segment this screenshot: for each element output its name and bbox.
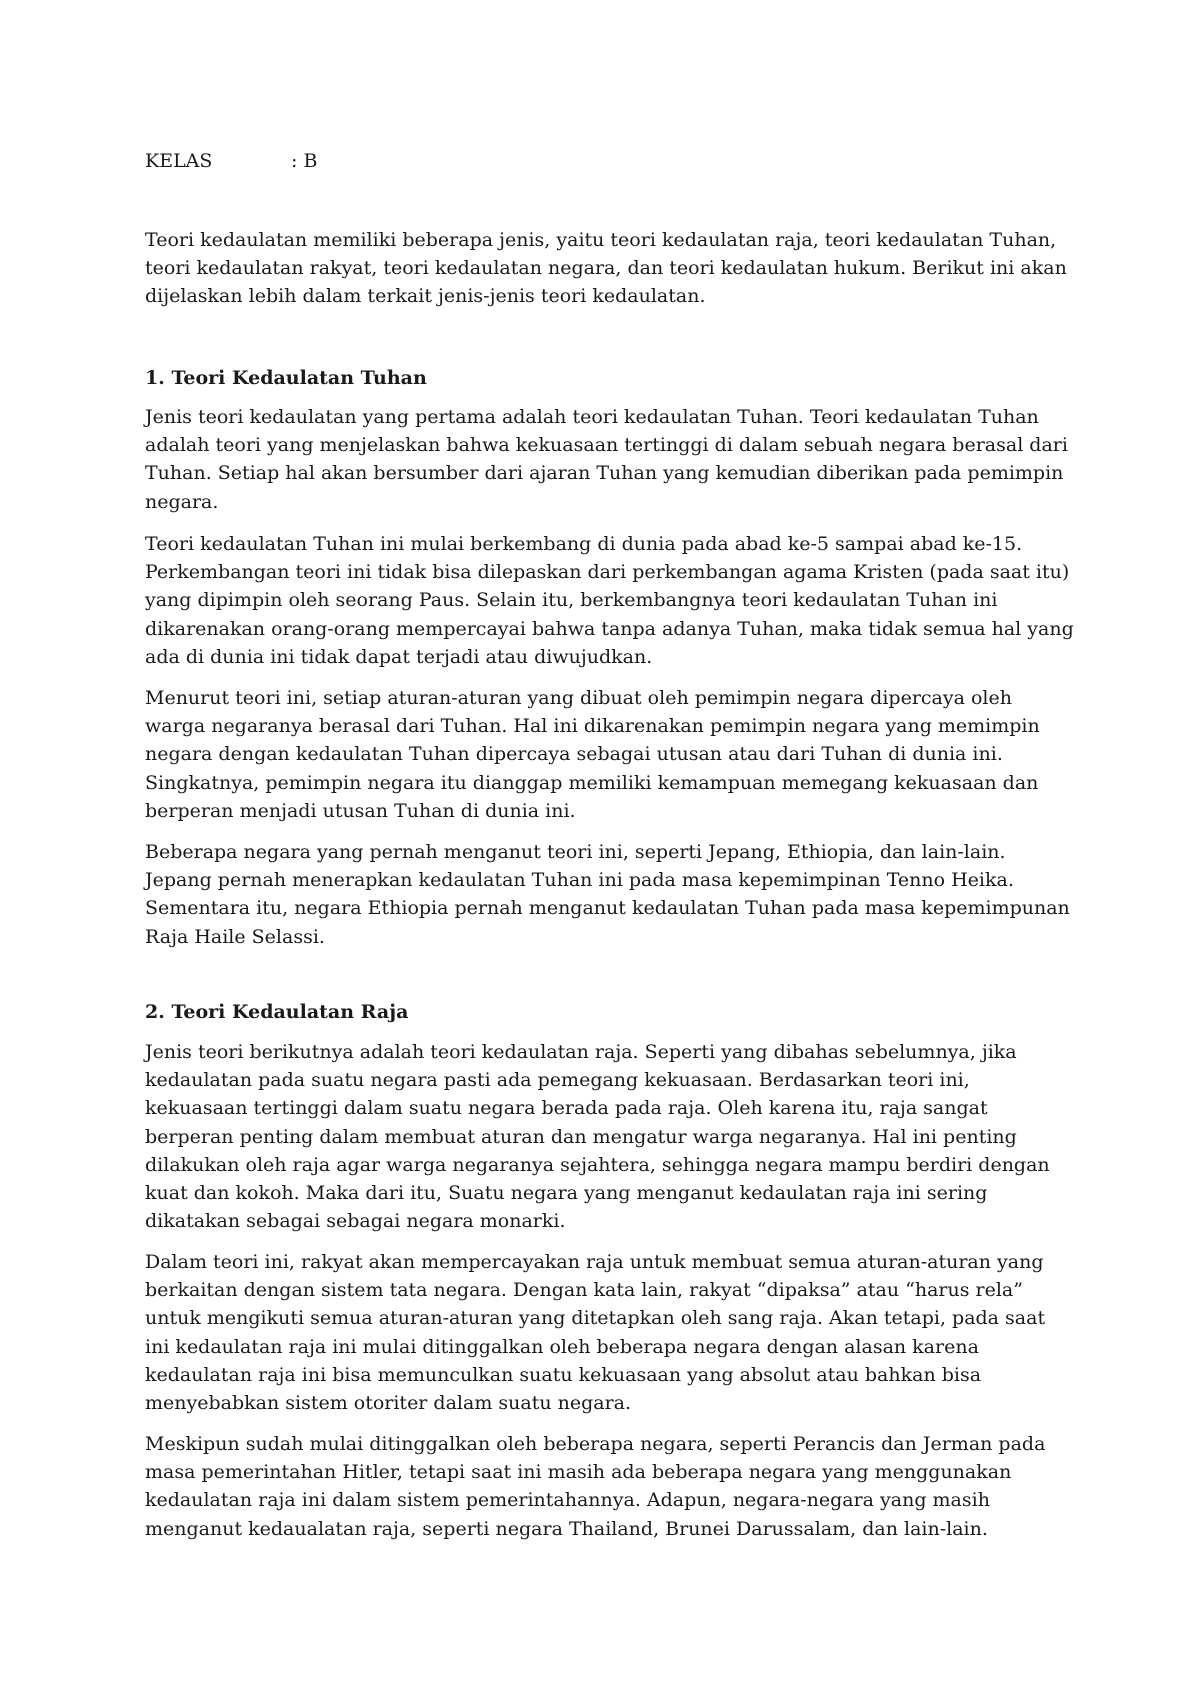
kelas-value: : B	[291, 150, 318, 172]
section-heading: 1. Teori Kedaulatan Tuhan	[145, 367, 427, 389]
kelas-label: KELAS	[145, 150, 213, 172]
kelas-line	[145, 148, 317, 174]
section-paragraph: Meskipun sudah mulai ditinggalkan oleh beberapa negara, seperti Perancis dan Jerman pada masa pemerintahan Hitler, tetapi saat ini masih ada beberapa negara yang menggunakan kedaulatan raja ini dalam sistem pemerintahannya. Adapun, negara-negara yang masih menganut kedaualatan raja, seperti negara Thailand, Brunei Darussalam, dan lain-lain.	[145, 1433, 1046, 1540]
section-paragraph: Jenis teori kedaulatan yang pertama adalah teori kedaulatan Tuhan. Teori kedaulatan Tuhan adalah teori yang menjelaskan bahwa kekuasaan tertinggi di dalam sebuah negara berasal dari Tuhan. Setiap hal akan bersumber dari ajaran Tuhan yang kemudian diberikan pada pemimpin negara.	[145, 406, 1068, 513]
section-paragraph: Dalam teori ini, rakyat akan mempercayakan raja untuk membuat semua aturan-aturan yang berkaitan dengan sistem tata negara. Dengan kata lain, rakyat “dipaksa” atau “harus rela” untuk mengikuti semua aturan-aturan yang ditetapkan oleh sang raja. Akan tetapi, pada saat ini kedaulatan raja ini mulai ditinggalkan oleh beberapa negara dengan alasan karena kedaulatan raja ini bisa memunculkan suatu kekuasaan yang absolut atau bahkan bisa menyebabkan sistem otoriter dalam suatu negara.	[145, 1251, 1046, 1415]
intro-paragraph: Teori kedaulatan memiliki beberapa jenis, yaitu teori kedaulatan raja, teori kedaulatan Tuhan, teori kedaulatan rakyat, teori kedaulatan negara, dan teori kedaulatan hukum. Berikut ini akan dijelaskan lebih dalam terkait jenis-jenis teori kedaulatan.	[145, 229, 1067, 308]
section-paragraph: Menurut teori ini, setiap aturan-aturan yang dibuat oleh pemimpin negara dipercaya oleh warga negaranya berasal dari Tuhan. Hal ini dikarenakan pemimpin negara yang memimpin negara dengan kedaulatan Tuhan dipercaya sebagai utusan atau dari Tuhan di dunia ini. Singkatnya, pemimpin negara itu dianggap memiliki kemampuan memegang kekuasaan dan berperan menjadi utusan Tuhan di dunia ini.	[145, 687, 1040, 822]
section-paragraph: Beberapa negara yang pernah menganut teori ini, seperti Jepang, Ethiopia, dan lain-lain. Jepang pernah menerapkan kedaulatan Tuhan ini pada masa kepemimpinan Tenno Heika. Sementara itu, negara Ethiopia pernah menganut kedaulatan Tuhan pada masa kepemimpunan Raja Haile Selassi.	[145, 841, 1070, 948]
section-paragraph: Teori kedaulatan Tuhan ini mulai berkembang di dunia pada abad ke-5 sampai abad ke-15. Perkembangan teori ini tidak bisa dilepaskan dari perkembangan agama Kristen (pada saat itu) yang dipimpin oleh seorang Paus. Selain itu, berkembangnya teori kedaulatan Tuhan ini dikarenakan orang-orang mempercayai bahwa tanpa adanya Tuhan, maka tidak semua hal yang ada di dunia ini tidak dapat terjadi atau diwujudkan.	[145, 533, 1074, 668]
section-paragraph: Jenis teori berikutnya adalah teori kedaulatan raja. Seperti yang dibahas sebelumnya, jika kedaulatan pada suatu negara pasti ada pemegang kekuasaan. Berdasarkan teori ini, kekuasaan tertinggi dalam suatu negara berada pada raja. Oleh karena itu, raja sangat berperan penting dalam membuat aturan dan mengatur warga negaranya. Hal ini penting dilakukan oleh raja agar warga negaranya sejahtera, sehingga negara mampu berdiri dengan kuat dan kokoh. Maka dari itu, Suatu negara yang menganut kedaulatan raja ini sering dikatakan sebagai sebagai negara monarki.	[145, 1041, 1050, 1233]
section-heading: 2. Teori Kedaulatan Raja	[145, 1001, 409, 1023]
